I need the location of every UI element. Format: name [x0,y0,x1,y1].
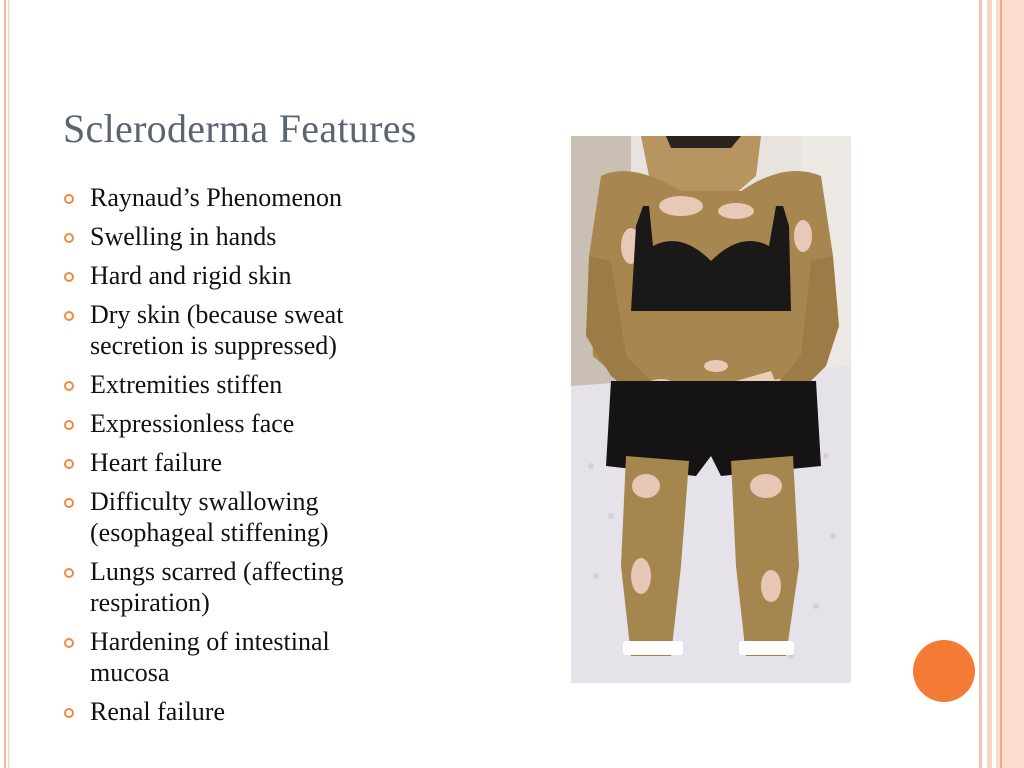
bullet-circle-icon [64,568,74,578]
left-decorative-rule-thin [8,0,9,768]
bullet-circle-icon [64,638,74,648]
bullet-text: Expressionless face [90,409,295,438]
bullet-item [64,408,484,439]
patient-photo [571,136,851,683]
bullet-item [64,626,484,688]
bullet-list [64,182,484,735]
bullet-text: Raynaud’s Phenomenon [90,183,343,212]
right-decorative-rule [979,0,982,768]
bullet-text: Swelling in hands [90,222,277,251]
bullet-circle-icon [64,381,74,391]
bullet-item [64,486,484,548]
bullet-text: Dry skin (because sweat secretion is suppressed) [90,300,344,360]
bullet-text: Difficulty swallowing (esophageal stiffening) [90,487,329,547]
bullet-item [64,696,484,727]
bullet-text: Renal failure [90,697,225,726]
bullet-text: Hardening of intestinal mucosa [90,627,330,687]
bullet-item [64,182,484,213]
bullet-item [64,260,484,291]
bullet-circle-icon [64,708,74,718]
bullet-circle-icon [64,311,74,321]
bullet-circle-icon [64,272,74,282]
bullet-item [64,447,484,478]
bullet-item [64,299,484,361]
bullet-circle-icon [64,498,74,508]
bullet-circle-icon [64,420,74,430]
bullet-text: Heart failure [90,448,223,477]
bullet-text: Hard and rigid skin [90,261,292,290]
bullet-circle-icon [64,459,74,469]
bullet-item [64,556,484,618]
left-decorative-rule [4,0,6,768]
right-decorative-band [987,0,992,768]
right-decorative-rule-inner [1000,0,1002,768]
patient-photo-illustration [571,136,851,683]
bullet-item [64,221,484,252]
slide-title: Scleroderma Features [63,106,417,151]
bullet-circle-icon [64,233,74,243]
accent-dot [913,640,975,702]
bullet-item [64,369,484,400]
bullet-text: Extremities stiffen [90,370,283,399]
bullet-circle-icon [64,194,74,204]
bullet-text: Lungs scarred (affecting respiration) [90,557,344,617]
